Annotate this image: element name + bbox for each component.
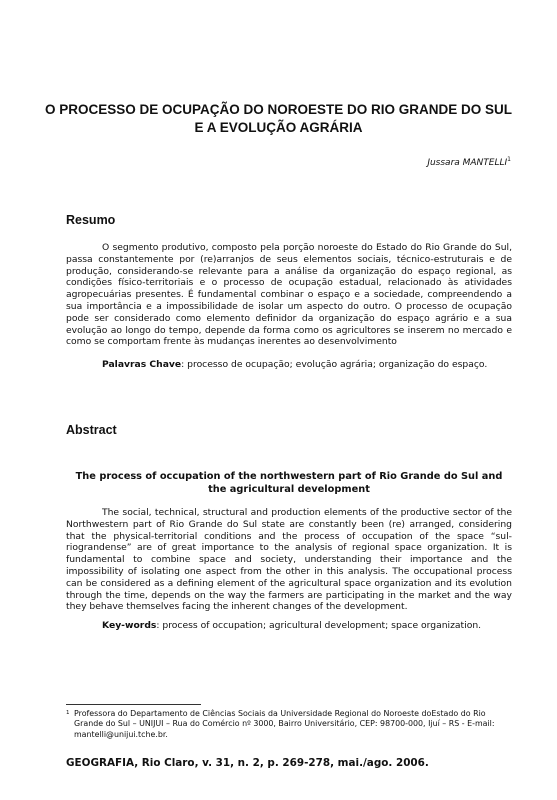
footnote-text: Professora do Departamento de Ciências Sociais da Universidade Regional do Noroeste doEstado do Rio Grande do Sul – UNIJUI – Rua do Comércio nº 3000, Bairro Universitário, CEP: 98700-000, Ijuí – RS - E-mail: mantelli@unijui.tche.br.: [74, 709, 495, 739]
footnote: [66, 709, 512, 740]
abstract-subtitle: The process of occupation of the northwestern part of Rio Grande do Sul and the agricultural development: [75, 471, 503, 495]
resumo-body: O segmento produtivo, composto pela porção noroeste do Estado do Rio Grande do Sul, passa constantemente por (re)arranjos de seus elementos sociais, técnico-estruturais e de produção, considerando-se relevante para a análise da organização do espaço regional, as condições físico-territoriais e o processo de ocupação estadual, relacionado às atividades agropecuárias presentes. É fundamental combinar o espaço e a sociedade, compreendendo a sua importância e a impossibilidade de isolar um aspecto do outro. O processo de ocupação pode ser considerado como elemento definidor da organização do espaço agrário e a sua evolução ao longo do tempo, depende da forma como os agricultores se inserem no mercado e como se comportam frente às mudanças inerentes ao desenvolvimento: [66, 242, 512, 348]
abstract-keywords: [66, 620, 512, 632]
abstract-keywords-text: : process of occupation; agricultural development; space organization.: [156, 620, 482, 631]
paper-title: O PROCESSO DE OCUPAÇÃO DO NOROESTE DO RIO GRANDE DO SUL E A EVOLUÇÃO AGRÁRIA: [44, 102, 513, 135]
resumo-keywords-label: Palavras Chave: [102, 359, 182, 370]
abstract-keywords-label: Key-words: [102, 620, 157, 631]
author-line: [427, 156, 511, 168]
journal-citation: GEOGRAFIA, Rio Claro, v. 31, n. 2, p. 269-278, mai./ago. 2006.: [66, 757, 429, 769]
author-footnote-marker: 1: [507, 156, 511, 163]
resumo-keywords: [66, 359, 512, 371]
abstract-heading: Abstract: [66, 423, 117, 437]
resumo-heading: Resumo: [66, 213, 116, 227]
resumo-keywords-text: : processo de ocupação; evolução agrária; organização do espaço.: [181, 359, 488, 370]
footnote-marker: 1: [66, 710, 70, 716]
footnote-divider: [66, 704, 201, 705]
abstract-body: The social, technical, structural and production elements of the productive sector of the Northwestern part of Rio Grande do Sul state are constantly been (re) arranged, considering that the physical-territorial conditions and the process of occupation of the space “sul-riograndense” are of great importance to the analysis of regional space organization. It is fundamental to combine space and society, understanding their importance and the impossibility of isolating one aspect from the other in this analysis. The occupational process can be considered as a defining element of the agricultural space organization and its evolution through the time, depends on the way the farmers are participating in the market and the way they behave themselves facing the inherent changes of the development.: [66, 507, 512, 613]
author-name: Jussara MANTELLI: [427, 158, 508, 168]
